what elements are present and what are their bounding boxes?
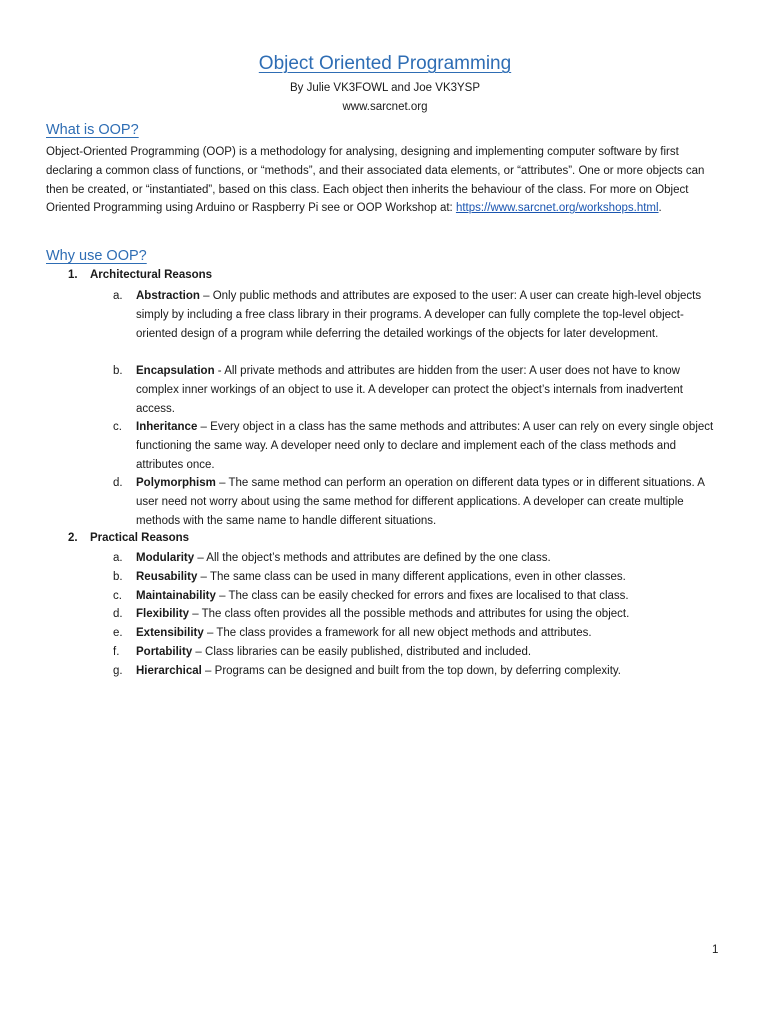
item-term: Modularity <box>136 552 195 564</box>
section-architectural <box>68 269 212 281</box>
intro-trail: . <box>658 202 662 215</box>
item-letter: c. <box>113 590 122 602</box>
item-desc: – The same class can be used in many different applications, even in other classes. <box>197 571 626 583</box>
item-desc: – Every object in a class has the same methods and attributes: A user can rely on every single object functioning the same way. A developer need only to declare and implement each of the class methods and attributes once. <box>136 421 714 471</box>
item-desc: – Only public methods and attributes are exposed to the user: A user can create high-level objects simply by including a free class library in their programs. A developer can fully complete the top-level object-oriented design of a program while deferring the detailed workings of the objects for later development. <box>136 290 702 340</box>
heading-why-use-oop: Why use OOP? <box>46 248 147 264</box>
list-item-inheritance <box>113 418 725 474</box>
section-number: 1. <box>68 269 78 281</box>
item-letter: a. <box>113 290 123 302</box>
byline: By Julie VK3FOWL and Joe VK3YSP <box>289 82 481 94</box>
item-term: Extensibility <box>136 627 204 639</box>
item-term: Reusability <box>136 571 198 583</box>
item-letter: d. <box>113 608 123 620</box>
website-text: www.sarcnet.org <box>342 101 428 113</box>
section-number: 2. <box>68 532 78 544</box>
list-item-encapsulation <box>113 362 725 418</box>
item-term: Portability <box>136 646 193 658</box>
item-term: Abstraction <box>136 290 200 302</box>
item-letter: e. <box>113 627 123 639</box>
list-item-maintainability <box>113 587 725 606</box>
item-letter: c. <box>113 421 122 433</box>
item-desc: - All private methods and attributes are hidden from the user: A user does not have to know complex inner workings of an object to use it. A developer can protect the object’s internals from inadvertent access. <box>136 365 683 415</box>
intro-text: Object-Oriented Programming (OOP) is a methodology for analysing, designing and implementing computer software by first declaring a common class of functions, or “methods”, and their associated data elements, or “attributes”. One or more objects can then be created, or “instantiated”, based on this class. Each object then inherits the behaviour of the class. For more on Object Oriented Programming using Arduino or Raspberry Pi see or OOP Workshop at: <box>46 146 705 215</box>
item-letter: g. <box>113 665 123 677</box>
list-item-portability <box>113 643 725 662</box>
item-term: Flexibility <box>136 608 190 620</box>
list-item-polymorphism <box>113 474 725 530</box>
item-desc: – Programs can be designed and built from the top down, by deferring complexity. <box>201 665 621 677</box>
section-practical <box>68 532 189 544</box>
item-desc: – The class can be easily checked for errors and fixes are localised to that class. <box>215 590 629 602</box>
item-letter: d. <box>113 477 123 489</box>
item-term: Encapsulation <box>136 365 215 377</box>
item-desc: – The class often provides all the possible methods and attributes for using the object. <box>189 608 630 620</box>
intro-paragraph <box>46 143 726 218</box>
list-item-reusability <box>113 568 725 587</box>
page-number: 1 <box>712 944 719 956</box>
item-letter: f. <box>113 646 120 658</box>
item-desc: – The same method can perform an operation on different data types or in different situations. A user need not worry about using the same method for different applications. A developer can create multiple methods with the same name to handle different situations. <box>136 477 705 527</box>
item-desc: – The class provides a framework for all new object methods and attributes. <box>203 627 592 639</box>
list-item-extensibility <box>113 624 725 643</box>
page-title: Object Oriented Programming <box>258 53 512 74</box>
item-term: Hierarchical <box>136 665 202 677</box>
item-desc: – All the object’s methods and attributes are defined by the one class. <box>194 552 551 564</box>
list-item-hierarchical <box>113 662 725 681</box>
item-letter: a. <box>113 552 123 564</box>
item-letter: b. <box>113 571 123 583</box>
heading-what-is-oop: What is OOP? <box>46 122 139 138</box>
item-term: Polymorphism <box>136 477 216 489</box>
item-term: Maintainability <box>136 590 216 602</box>
item-term: Inheritance <box>136 421 198 433</box>
workshops-link[interactable]: https://www.sarcnet.org/workshops.html <box>455 202 659 215</box>
item-desc: – Class libraries can be easily published, distributed and included. <box>192 646 532 658</box>
list-item-flexibility <box>113 605 725 624</box>
item-letter: b. <box>113 365 123 377</box>
list-item-modularity <box>113 549 725 568</box>
list-item-abstraction <box>113 287 725 343</box>
section-title: Practical Reasons <box>90 532 190 544</box>
section-title: Architectural Reasons <box>90 269 213 281</box>
